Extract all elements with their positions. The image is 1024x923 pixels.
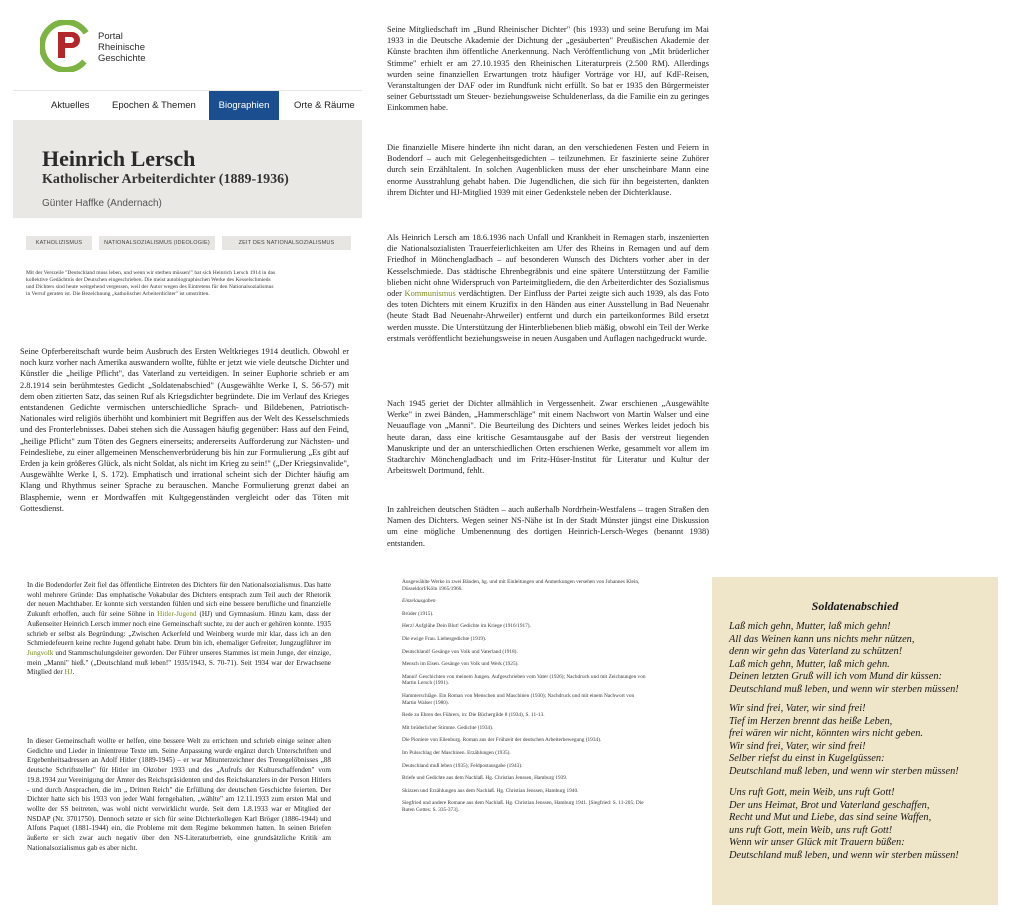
tag-nationalsozialismus-ideologie[interactable]: NATIONALSOZIALISMUS (IDEOLOGIE) bbox=[99, 236, 215, 250]
works-item: Die ewige Frau. Liebesgedichte (1919). bbox=[402, 635, 487, 642]
works-list bbox=[402, 579, 647, 819]
paragraph-2-text-d: . bbox=[72, 668, 75, 677]
tag-katholizismus[interactable]: KATHOLIZISMUS bbox=[26, 236, 92, 250]
poem-line: Tief im Herzen brennt das heiße Leben, bbox=[729, 715, 893, 727]
poem-line: Laß mich gehn, Mutter, laß mich gehn! bbox=[729, 621, 891, 632]
nav-aktuelles[interactable]: Aktuelles bbox=[51, 100, 90, 111]
works-item: Skizzen und Erzählungen aus dem Nachlaß. Hg. Christian Jenssen, Hamburg 1940. bbox=[402, 787, 579, 794]
works-subheading: Einzelausgaben bbox=[402, 598, 436, 605]
poem-line: denn wir gehn das Vaterland zu schützen! bbox=[729, 646, 903, 658]
paragraph-1: Seine Opferbereitschaft wurde beim Ausbruch des Ersten Weltkrieges 1914 deutlich. Obwohl er noch kurz vorher nach Amerika auswandern wollte, fühlte er jetzt wie viele deutsche Dichter und Künstler die „heilige Pflicht", das Vaterland zu verteidigen. In seiner Euphorie schrieb er am 2.8.1914 sein berühmtestes Gedicht „Soldatenabschied" (Ausgewählte Werke I, S. 56-57) mit dem oben zitierten Satz, das seinen Ruf als Kriegsdichter begründete. Die im Verlauf des Krieges entstandenen Gedichte vermischen unterschiedliche Sprach- und Bildebenen, Patriotisch-Nationales wird religiös überhöht und kombiniert mit Begriffen aus der Welt des Kesselschmieds und des Fronterlebnisses. Dabei stehen sich die Aussagen häufig gegenüber: Hass auf den Feind, „heilige Pflicht" zum Töten des Gegners einerseits; andererseits Aufforderung zur Nächsten- und Feindesliebe, zu einer allgemeinen Menschenverbrüderung bis hin zur Formulierung „Es gibt auf Erden ja kein größeres Glück, als nicht Soldat, als nicht im Krieg zu sein!" („Der Kriegsinvalide", Ausgewählte Werke I, S. 172). Emphatisch und irrational scheint sich der Dichter häufig am Klang und Rhythmus seiner Sprache zu berauschen. Manche Formulierung grenzt dabei an Blasphemie, wenn er Mordwaffen mit Kultgegenständen vergleicht oder das Töten mit Gottesdienst. bbox=[20, 347, 349, 513]
paragraph-6 bbox=[387, 232, 709, 344]
works-item: Briefe und Gedichte aus dem Nachlaß. Hg. Christian Jenssen, Hamburg 1939. bbox=[402, 775, 568, 782]
works-item: Ausgewählte Werke in zwei Bänden, hg. und mit Einleitungen und Anmerkungen versehen von Johannes Klein, Düsseldorf/Köln 1965/1966. bbox=[402, 579, 640, 592]
works-item: Mensch im Eisen. Gesänge von Volk und Werk (1925). bbox=[402, 661, 519, 668]
paragraph-2 bbox=[27, 581, 331, 678]
poem-line: Wir sind frei, Vater, wir sind frei! bbox=[729, 703, 866, 714]
paragraph-8: In zahlreichen deutschen Städten – auch außerhalb Nordrhein-Westfalens – tragen Straßen den Namen des Dichters. Wegen seiner NS-Nähe ist In der Stadt Münster jüngst eine Diskussion um eine mögliche Umbenennung des dortigen Heinrich-Lersch-Weges (benannt 1938) entstanden. bbox=[387, 505, 709, 548]
works-item: Brüder (1915). bbox=[402, 610, 434, 617]
works-item: Deutschland! Gesänge von Volk und Vaterland (1918). bbox=[402, 648, 518, 655]
works-item: Hammerschläge. Ein Roman von Menschen und Maschinen (1930); Nachdruck und mit einem Nachwort von Martin Walser (1980). bbox=[402, 692, 635, 706]
poem-line: Deutschland muß leben, und wenn wir sterben müssen! bbox=[729, 850, 959, 861]
poem-line: Wir sind frei, Vater, wir sind frei! bbox=[729, 740, 866, 752]
works-item: Deutschland muß leben (1935); Feldpostausgabe (1943). bbox=[402, 762, 523, 769]
poem-line: Wenn wir unser Glück mit Trauern büßen: bbox=[729, 837, 905, 849]
page-subtitle: Katholischer Arbeiterdichter (1889-1936) bbox=[42, 172, 289, 187]
works-item: Rede zu Ehren des Führers, in: Die Büchergilde 8 (1934), S. 11-13. bbox=[402, 712, 545, 719]
poem-line: Recht und Mut und Liebe, das sind seine Waffen, bbox=[729, 812, 932, 824]
main-navigation bbox=[13, 90, 362, 121]
paragraph-7: Nach 1945 geriet der Dichter allmählich in Vergessenheit. Zwar erschienen „Ausgewählte Werke" in zwei Bänden, „Hammerschläge" mit einem Nachwort von Martin Walser und eine Neuauflage von „Manni". Die Beurteilung des Dichters und seines Werkes leidet jedoch bis heute daran, dass eine kritische Gesamtausgabe auf der Basis der verstreut liegenden Manuskripte und der an unterschiedlichen Orten erschienen Werke, gesammelt vor allem im Stadtarchiv Mönchengladbach und im Fritz-Hüser-Institut für Literatur und Kultur der Arbeitswelt Dortmund, fehlt. bbox=[387, 399, 709, 476]
portal-logo-icon[interactable] bbox=[40, 20, 96, 72]
poem-title: Soldatenabschied bbox=[811, 599, 899, 613]
poem-line: uns ruft Gott, mein Weib, uns ruft Gott! bbox=[729, 824, 893, 836]
nav-orte-raeume[interactable]: Orte & Räume bbox=[294, 100, 355, 111]
link-hj[interactable]: HJ bbox=[64, 668, 73, 677]
article-intro: Mit der Verszeile "Deutschland muss leben, und wenn wir sterben müssen!" hat sich Heinrich Lersch 1914 in das kollektive Gedächtnis der Deutschen eingeschrieben. Die meist autobiographischen Werke des Kesselschmieds und Dichters sind heute weitgehend vergessen, weil der Autor wegen des Eintretens für den Nationalsozialismus in Verruf geraten ist. Die Bezeichnung „katholischer Arbeiterdichter" ist umstritten. bbox=[26, 270, 276, 297]
poem-line: Selber riefst du einst in Kugelgüssen: bbox=[729, 753, 885, 765]
nav-epochen-themen[interactable]: Epochen & Themen bbox=[112, 100, 196, 111]
works-item: Herz! Aufglühe Dein Blut! Gedichte im Kriege (1916/1917). bbox=[402, 623, 531, 630]
paragraph-2-text-b: (HJ) und Gymnasium. Hinzu kam, dass der Außenseiter Heinrich Lersch immer noch eine Gemeinschaft suchte, zu der auch er gehören konnte. 1935 schrieb er selbst als Begründung: „Zwischen Ackerfeld und Weinberg wurde mir klar, dass ich an den Schmiedefeuern keine rechte Jugend gehabt habe. Drum bin ich, ehemaliger Gefreiter, Jungzugführer im bbox=[27, 610, 331, 648]
works-item: Manni! Geschichten von meinem Jungen. Aufgeschrieben vom Vater (1926); Nachdruck und mit Zeichnungen von Martin Lersch (1991). bbox=[402, 673, 646, 687]
logo-text[interactable]: Portal Rheinische Geschichte bbox=[98, 31, 146, 64]
poem-line: Deutschland muß leben, und wenn wir sterben müssen! bbox=[729, 766, 959, 777]
link-hitler-jugend[interactable]: Hitler-Jugend bbox=[157, 610, 197, 619]
paragraph-5: Die finanzielle Misere hinderte ihn nicht daran, an den verschiedenen Festen und Feiern in Bodendorf – auch mit Gelegenheitsgedichten – teilzunehmen. Er faszinierte seine Zuhörer durch sein Erzähltalent. In solchen Augenblicken muss der eher unscheinbare Mann eine enorme Ausstrahlung gehabt haben. Die Jugendlichen, die sich für ihn begeisterten, dankten ihrem Dichter und HJ-Mitglied 1939 mit einer Gedenkstele neben der Dichterklause. bbox=[387, 143, 709, 197]
works-item: Im Pulsschlag der Maschinen. Erzählungen (1935). bbox=[402, 749, 511, 756]
works-item: Mit brüderlicher Stimme. Gedichte (1934). bbox=[402, 724, 494, 731]
works-item: Siegfried und andere Romane aus dem Nachlaß. Hg. Christian Jenssen, Hamburg 1941. [Siegfried: S. 11-205; Die Ruten Gottes: S. 335-373]. bbox=[402, 800, 644, 813]
works-item: Die Pioniere von Eilenburg. Roman aus der Frühzeit der deutschen Arbeiterbewegung (1934). bbox=[402, 737, 602, 744]
poem-line: frei wären wir nicht, könnten wirs nicht geben. bbox=[729, 728, 924, 740]
poem-image bbox=[712, 577, 998, 905]
paragraph-3: In dieser Gemeinschaft wollte er helfen, eine bessere Welt zu errichten und schrieb einige seiner alten Gedichte und Lieder in linientreue Texte um. Seine Anpassung wurde ergänzt durch Unterschriften und Ergebenheitsadressen an Adolf Hitler (1889-1945) – er war Mitunterzeichner des Treuegelöbnisses „88 deutsche Schriftsteller" für Hitler im Oktober 1933 und des „Aufrufs der Kulturschaffenden" vom 19.8.1934 zur Vereinigung der Ämter des Reichspräsidenten und des Reichskanzlers in der Person Hitlers - und durch Ansprachen, die im „ Dritten Reich" die Erfüllung der deutschen Geschichte feierten. Der Dichter hatte sich bis 1933 von jeder Wahl ferngehalten, „wählte" am 12.11.1933 zum ersten Mal und wollte der SS beitreten, was wohl nicht verwirklicht wurde. Seit dem 1.8.1933 war er Mitglied der NSDAP (Nr. 3701750). Dennoch setzte er sich für seine Dichterkollegen Karl Bröger (1886-1944) und Alfons Paquet (1881-1944) ein, die Probleme mit dem Regime bekommen hatten. In seinen Briefen äußerte er sich zwar auch negativ über den NS-Literaturbetrieb, eine grundsätzliche Kritik am Nationalsozialismus gab es aber nicht. bbox=[27, 737, 331, 852]
tag-zeit-des-nationalsozialismus[interactable]: ZEIT DES NATIONALSOZIALISMUS bbox=[222, 236, 351, 250]
link-jungvolk[interactable]: Jungvolk bbox=[27, 648, 54, 657]
poem-line: Deinen letzten Gruß will ich vom Mund dir küssen: bbox=[729, 671, 942, 683]
paragraph-2-text-a: In die Bodendorfer Zeit fiel das öffentliche Eintreten des Dichters für den Nationalsozialismus. Das hatte wohl mehrere Gründe: Das emphatische Vokabular des Dichters entsprach zum Teil auch der Rhetorik der neuen Machthaber. Er konnte sich verstanden fühlen und sich eine bessere berufliche und finanzielle Zukunft erhoffen, auch für seine Söhne in bbox=[27, 581, 331, 619]
poem-line: All das Weinen kann uns nichts mehr nützen, bbox=[729, 633, 915, 645]
paragraph-4: Seine Mitgliedschaft im „Bund Rheinischer Dichter" (bis 1933) und seine Berufung im Mai 1933 in die Deutsche Akademie der Dichtung der „gesäuberten" Preußischen Akademie der Künste brachten ihm öffentliche Anerkennung. Nach Veröffentlichung von „Mit brüderlicher Stimme" erhielt er am 27.10.1935 den Rheinischen Literaturpreis (2.500 RM). Allerdings wurden seine finanziellen Erwartungen trotz häufiger Vorträge vor HJ, auf KdF-Reisen, Veranstaltungen der DAF oder im Rundfunk nicht erfüllt. So bat er 1935 den Bürgermeister seiner Geburtsstadt um Steuer- beziehungsweise Schuldenerlass, da die Familie ein zu geringes Einkommen habe. bbox=[387, 25, 709, 113]
link-kommunismus[interactable]: Kommunismus bbox=[404, 289, 456, 299]
paragraph-6-text-a: Als Heinrich Lersch am 18.6.1936 nach Unfall und Krankheit in Remagen starb, inszenierten die Nationalsozialisten Trauerfeierlichkeiten am Ufer des Rheins in Remagen und auf dem Friedhof in Mönchengladbach – auf besonderen Wunsch des Dichters vorher aber in der Kesselschmiede. Das städtische Ehrenbegräbnis und eine spätere Unterstützung der Familie blieben nicht ohne Widerspruch von Parteimitgliedern, die den Arbeiterdichter des Sozialismus oder bbox=[387, 233, 709, 299]
poem-line: Laß mich gehn, Mutter, laß mich gehn. bbox=[729, 658, 890, 670]
paragraph-6-text-b: verdächtigten. Der Einfluss der Partei zeigte sich auch 1939, als das Foto des toten Dichters mit einem Kruzifix in den Händen aus einer Ausstellung in Bad Neuenahr (heute Stadt Bad Neuenahr-Ahrweiler) entfernt und durch ein parteikonformes Bild ersetzt werden musste. Die Unterstützung der Hinterbliebenen blieb mäßig, obwohl ein Teil der Werke erstmals veröffentlicht beziehungsweise in neuen Ausgaben und Auflagen nachgedruckt wurde. bbox=[387, 289, 709, 343]
nav-biographien[interactable]: Biographien bbox=[209, 91, 279, 121]
poem-line: Deutschland muß leben, und wenn wir sterben müssen! bbox=[729, 684, 959, 695]
article-author: Günter Haffke (Andernach) bbox=[42, 198, 162, 209]
poem-line: Uns ruft Gott, mein Weib, uns ruft Gott! bbox=[729, 787, 895, 798]
paragraph-2-text-c: und Stammschulungsleiter geworden. Der Führer unseres Stammes ist mein Junge, der einzige, mein „Manni" hieß." („Deutschland muß leben!" 1935/1943, S. 70-71). Seit 1934 war der Erwachsene Mitglied der bbox=[27, 648, 331, 677]
page-title: Heinrich Lersch bbox=[42, 146, 196, 171]
poem-line: Der uns Heimat, Brot und Vaterland geschaffen, bbox=[729, 799, 930, 811]
